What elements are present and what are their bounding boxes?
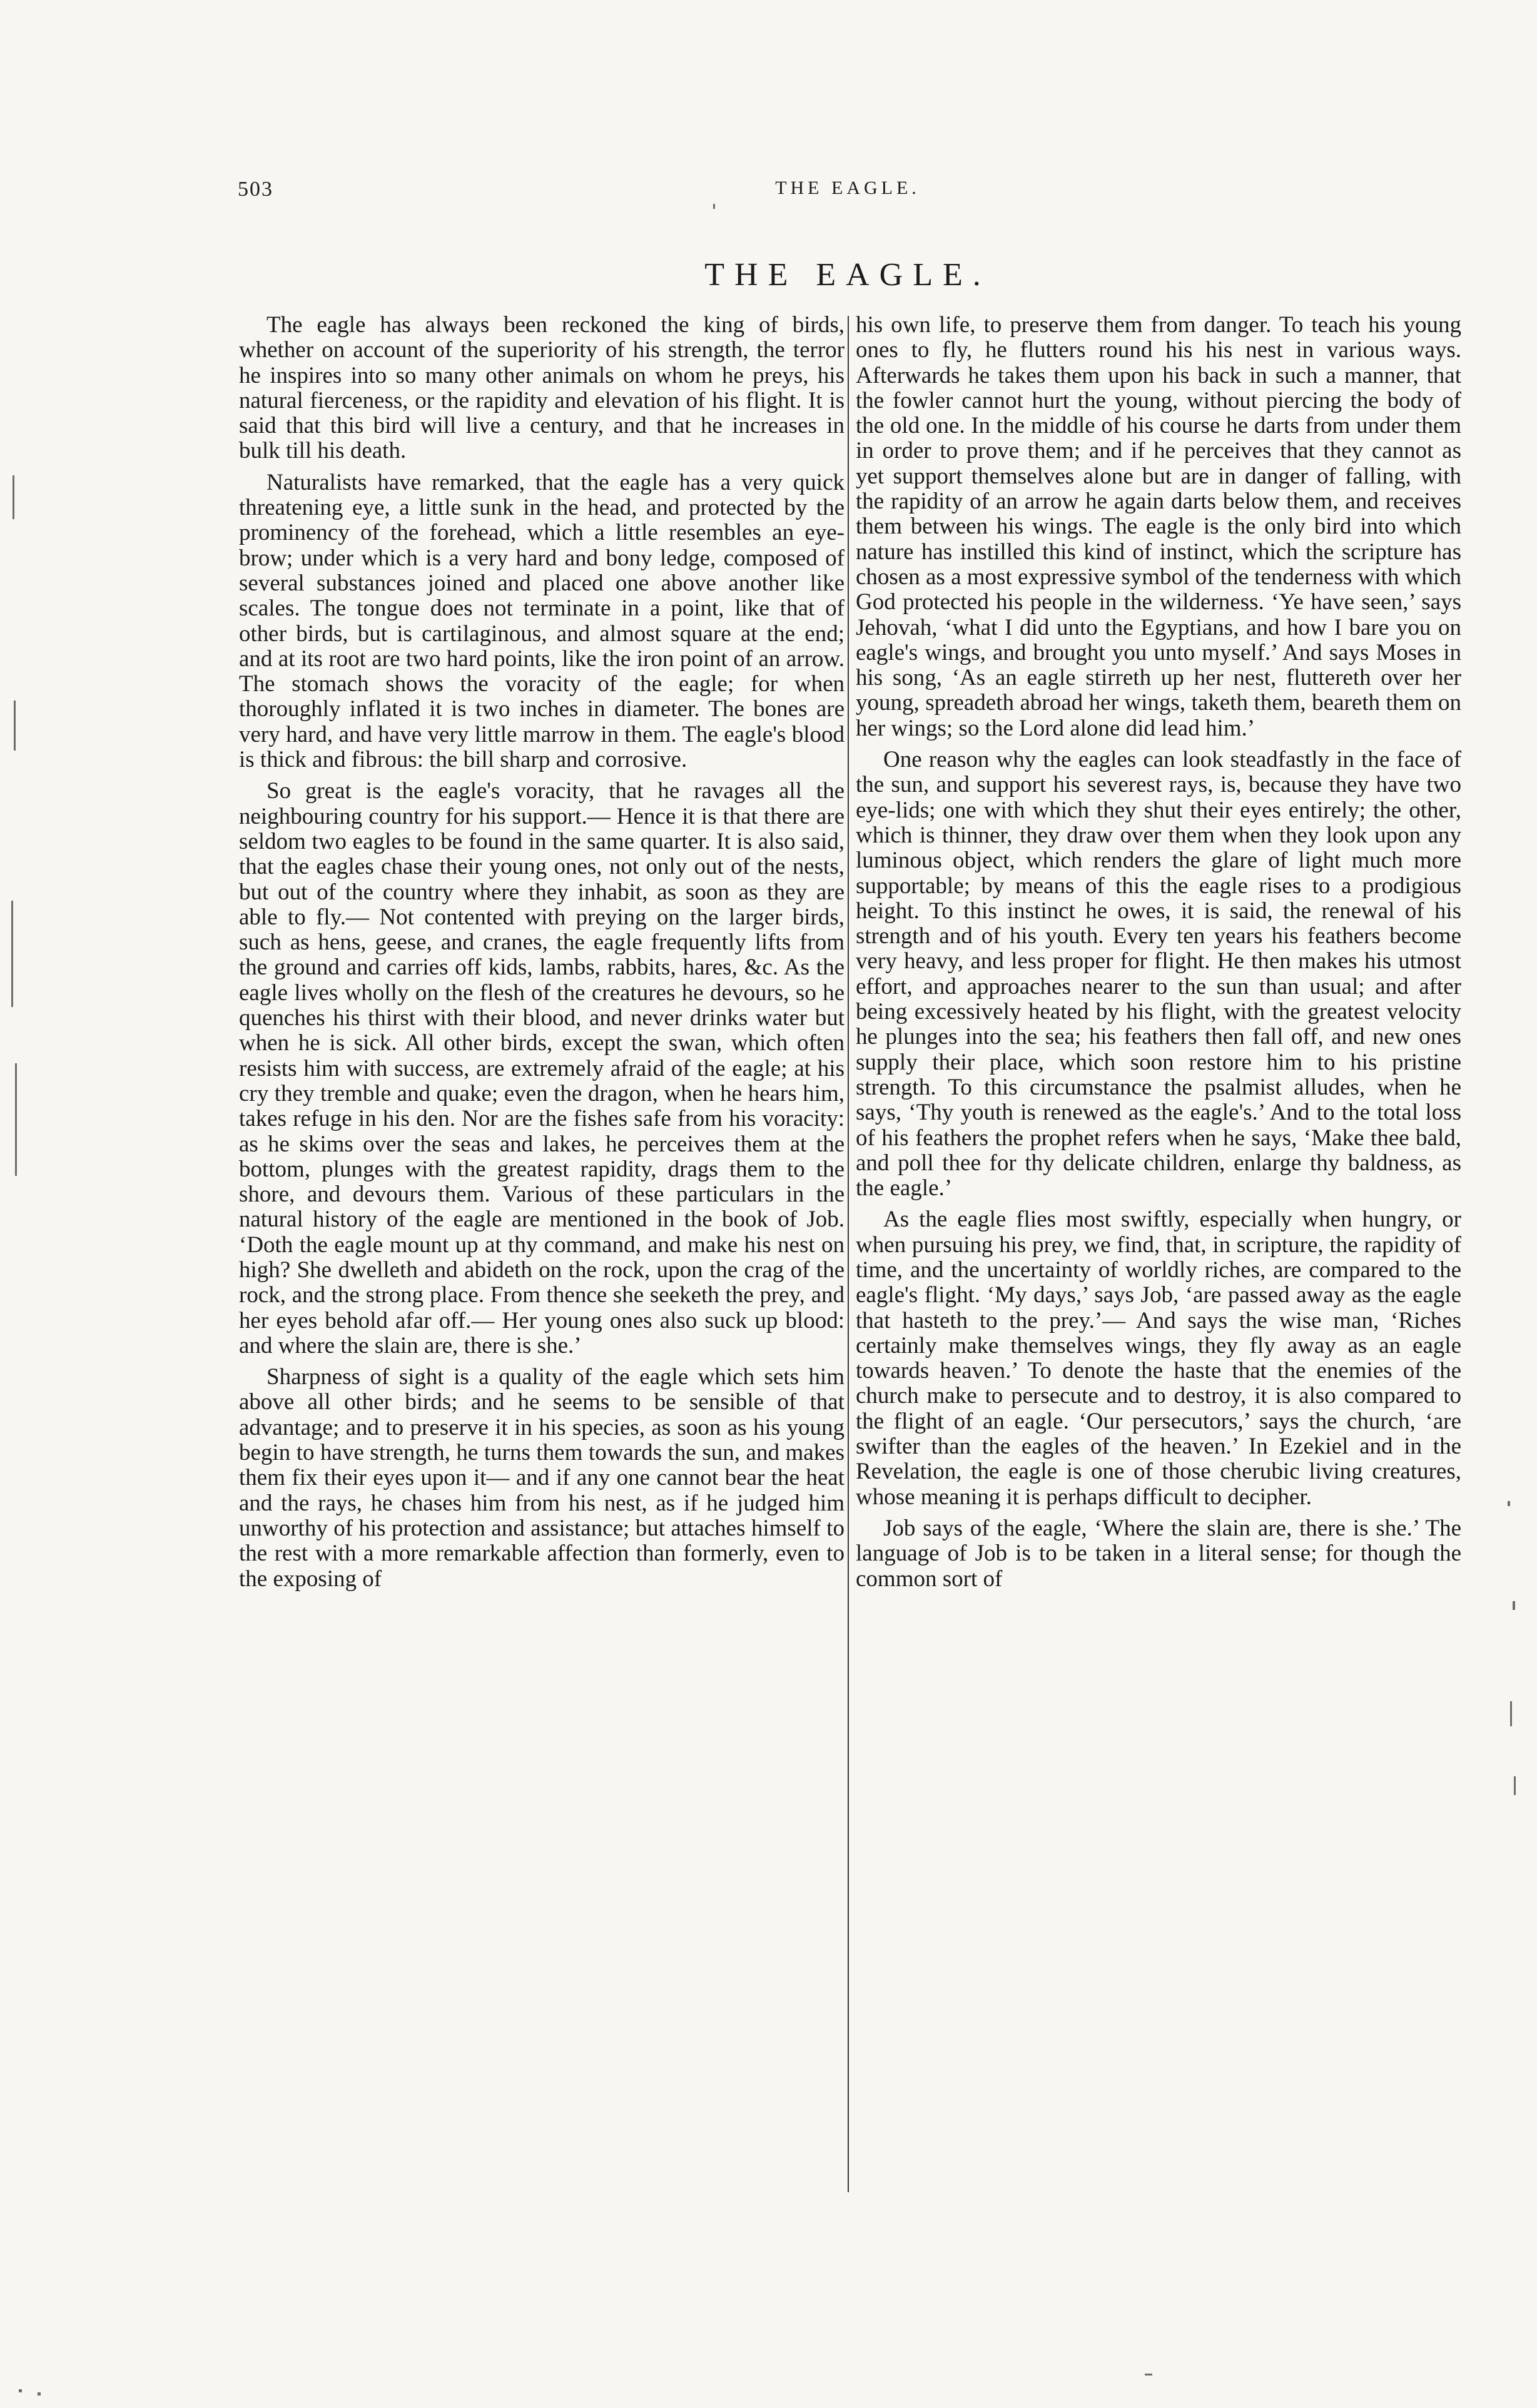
paragraph: Naturalists have remarked, that the eagle has a very quick threatening eye, a little sunk in the head, and protected by the prominency of the forehead, which a little resembles an eye-brow; under which is a very hard and bony ledge, composed of several substances joined and placed one above another like scales. The tongue does not terminate in a point, like that of other birds, but is cartilaginous, and almost square at the end; and at its root are two hard points, like the iron point of an arrow. The stomach shows the voracity of the eagle; for when thoroughly inflated it is two inches in diameter. The bones are very hard, and have very little marrow in them. The eagle's blood is thick and fibrous: the bill sharp and corrosive. — [239, 469, 845, 773]
column-divider — [848, 316, 849, 2192]
running-title: THE EAGLE. — [775, 178, 920, 198]
paragraph: As the eagle flies most swiftly, especially when hungry, or when pursuing his prey, we find, that, in scripture, the rapidity of time, and the uncertainty of worldly riches, are compared to the eagle's flight. ‘My days,’ says Job, ‘are passed away as the eagle that hasteth to the prey.’— And says the wise man, ‘Riches certainly make themselves wings, they fly away as an eagle towards heaven.’ To denote the haste that the enemies of the church make to persecute and to destroy, it is also compared to the flight of an eagle. ‘Our persecutors,’ says the church, ‘are swifter than the eagles of the heaven.’ In Ezekiel and in the Revelation, the eagle is one of those cherubic living creatures, whose meaning it is perhaps difficult to decipher. — [856, 1207, 1461, 1510]
scan-mark — [14, 701, 16, 751]
paragraph: Sharpness of sight is a quality of the eagle which sets him above all other birds; and he seems to be sensible of that advantage; and to preserve it in his species, as soon as his young begin to have strength, he turns them towards the sun, and makes them fix their eyes upon it— and if any one cannot bear the heat and the rays, he chases him from his nest, as if he judged him unworthy of his protection and assistance; but attaches himself to the rest with a more remarkable affection than formerly, even to the exposing of — [239, 1364, 845, 1592]
scan-mark — [1508, 1501, 1510, 1506]
paragraph: The eagle has always been reckoned the king of birds, whether on account of the superiority of his strength, the terror he inspires into so many other animals on whom he preys, his natural fierceness, or the rapidity and elevation of his flight. It is said that this bird will live a century, and that he increases in bulk till his death. — [239, 313, 845, 464]
scan-mark — [15, 1063, 17, 1176]
scan-mark — [1145, 2374, 1152, 2375]
scan-mark — [38, 2392, 41, 2395]
running-header — [238, 178, 1458, 209]
scan-mark — [13, 475, 14, 519]
article-title: THE EAGLE. — [704, 257, 991, 293]
scan-mark — [713, 204, 715, 209]
scan-mark — [1510, 1701, 1512, 1726]
scan-mark — [1514, 1776, 1516, 1795]
paragraph: Job says of the eagle, ‘Where the slain are, there is she.’ The language of Job is to be taken in a literal sense; for though the common sort of — [856, 1515, 1461, 1592]
scan-mark — [19, 2389, 22, 2392]
scan-mark — [11, 901, 13, 1007]
paragraph: One reason why the eagles can look steadfastly in the face of the sun, and support his severest rays, is, because they have two eye-lids; one with which they shut their eyes entirely; the other, which is thinner, they draw over them when they look upon any luminous object, which renders the glare of light much more supportable; by means of this the eagle rises to a prodigious height. To this instinct he owes, it is said, the renewal of his strength and of his youth. Every ten years his feathers become very heavy, and less proper for flight. He then makes his utmost effort, and approaches nearer to the sun than usual; and after being excessively heated by his flight, with the greatest velocity he plunges into the sea; his feathers then fall off, and new ones supply their place, which soon restore him to his pristine strength. To this circumstance the psalmist alludes, when he says, ‘Thy youth is renewed as the eagle's.’ And to the total loss of his feathers the prophet refers when he says, ‘Make thee bald, and poll thee for thy delicate children, enlarge thy baldness, as the eagle.’ — [856, 747, 1461, 1201]
paragraph: his own life, to preserve them from danger. To teach his young ones to fly, he flutters round his his nest in various ways. Afterwards he takes them upon his back in such a manner, that the fowler cannot hurt the young, without piercing the body of the old one. In the middle of his course he darts from under them in order to prove them; and if he perceives that they cannot as yet support themselves alone but are in danger of falling, with the rapidity of an arrow he again darts below them, and receives them between his wings. The eagle is the only bird into which nature has instilled this kind of instinct, which the scripture has chosen as a most expressive symbol of the tenderness with which God protected his people in the wilderness. ‘Ye have seen,’ says Jehovah, ‘what I did unto the Egyptians, and how I bare you on eagle's wings, and brought you unto myself.’ And says Moses in his song, ‘As an eagle stirreth up her nest, fluttereth over her young, spreadeth abroad her wings, taketh them, beareth them on her wings; so the Lord alone did lead him.’ — [856, 313, 1461, 741]
page-number: 503 — [238, 178, 273, 201]
scan-mark — [1513, 1601, 1515, 1610]
right-column — [856, 313, 1461, 2202]
paragraph: So great is the eagle's voracity, that he ravages all the neighbouring country for his support.— Hence it is that there are seldom two eagles to be found in the same quarter. It is also said, that the eagles chase their young ones, not only out of the nests, but out of the country where they inhabit, as soon as they are able to fly.— Not contented with preying on the larger birds, such as hens, geese, and cranes, the eagle frequently lifts from the ground and carries off kids, lambs, rabbits, hares, &c. As the eagle lives wholly on the flesh of the creatures he devours, so he quenches his thirst with their blood, and never drinks water but when he is sick. All other birds, except the swan, which often resists him with success, are extremely afraid of the eagle; at his cry they tremble and quake; even the dragon, when he hears him, takes refuge in his den. Nor are the fishes safe from his voracity: as he skims over the seas and lakes, he perceives them at the bottom, plunges with the greatest rapidity, drags them to the shore, and devours them. Various of these particulars in the natural history of the eagle are mentioned in the book of Job. ‘Doth the eagle mount up at thy command, and make his nest on high? She dwelleth and abideth on the rock, upon the crag of the rock, and the strong place. From thence she seeketh the prey, and her eyes behold afar off.— Her young ones also suck up blood: and where the slain are, there is she.’ — [239, 778, 845, 1358]
left-column — [239, 313, 845, 2202]
